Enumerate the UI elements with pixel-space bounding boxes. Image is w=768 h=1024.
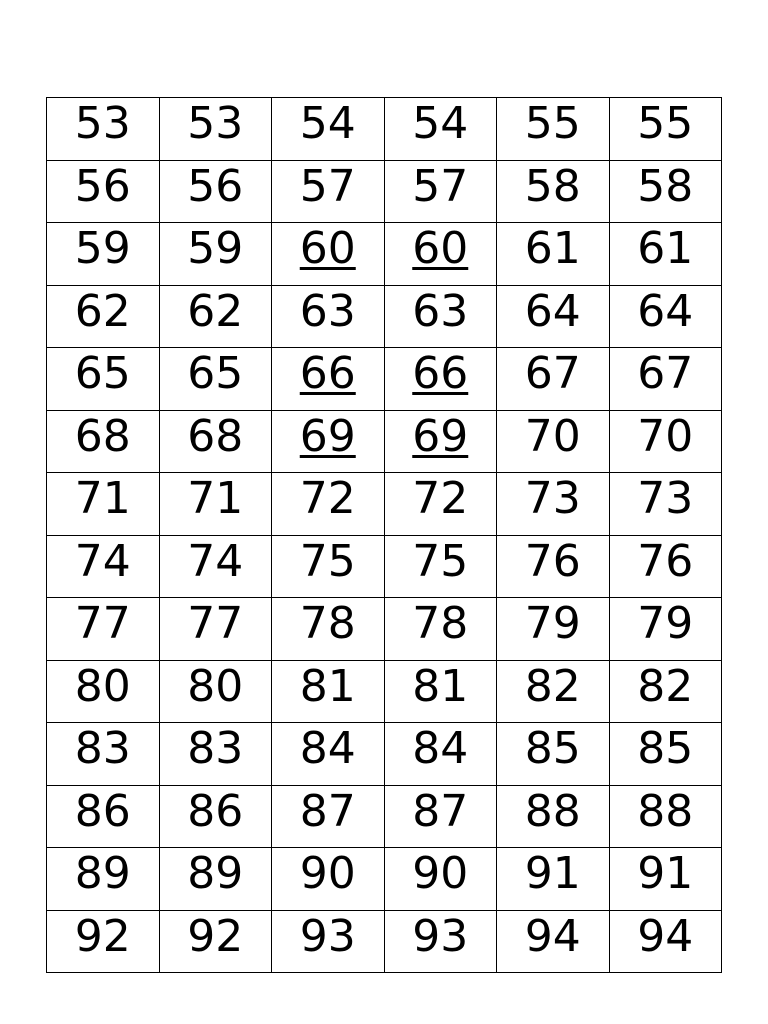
cell-number: 56 [74, 160, 131, 212]
cell-number: 80 [74, 660, 131, 712]
grid-cell [497, 410, 610, 473]
grid-cell [609, 660, 722, 723]
grid-cell [47, 660, 160, 723]
grid-cell [47, 598, 160, 661]
cell-number: 80 [187, 660, 244, 712]
grid-cell [272, 848, 385, 911]
grid-row [47, 785, 722, 848]
grid-cell [609, 348, 722, 411]
number-grid [46, 97, 722, 973]
cell-number: 58 [524, 160, 581, 212]
cell-number: 68 [74, 410, 131, 462]
cell-number: 70 [524, 410, 581, 462]
grid-row [47, 223, 722, 286]
grid-cell [609, 848, 722, 911]
grid-row [47, 723, 722, 786]
underlined-number: 66 [299, 348, 356, 399]
grid-row [47, 98, 722, 161]
grid-cell [497, 223, 610, 286]
grid-cell [272, 910, 385, 973]
cell-number: 78 [412, 598, 469, 649]
cell-number: 61 [524, 223, 581, 274]
grid-cell [159, 723, 272, 786]
cell-number: 70 [637, 410, 694, 462]
cell-number: 55 [524, 98, 581, 149]
grid-cell [47, 160, 160, 223]
grid-cell [47, 98, 160, 161]
cell-number: 54 [299, 98, 356, 149]
cell-number: 77 [187, 598, 244, 649]
grid-cell [384, 98, 497, 161]
grid-cell [384, 223, 497, 286]
underlined-number: 66 [412, 348, 469, 399]
grid-cell [272, 285, 385, 348]
cell-number: 68 [187, 410, 244, 462]
cell-number: 84 [412, 723, 469, 774]
grid-cell [609, 723, 722, 786]
grid-cell [159, 660, 272, 723]
cell-number: 87 [299, 785, 356, 837]
grid-cell [609, 535, 722, 598]
grid-cell [609, 98, 722, 161]
grid-cell [384, 348, 497, 411]
cell-number: 57 [299, 160, 356, 212]
grid-row [47, 410, 722, 473]
grid-cell [497, 660, 610, 723]
cell-number: 56 [187, 160, 244, 212]
cell-number: 91 [524, 848, 581, 899]
grid-row [47, 910, 722, 973]
cell-number: 79 [637, 598, 694, 649]
cell-number: 72 [412, 473, 469, 524]
grid-row [47, 473, 722, 536]
cell-number: 71 [74, 473, 131, 524]
grid-cell [47, 473, 160, 536]
cell-number: 84 [299, 723, 356, 774]
grid-cell [159, 285, 272, 348]
grid-cell [159, 535, 272, 598]
grid-cell [384, 660, 497, 723]
grid-cell [497, 910, 610, 973]
cell-number: 58 [637, 160, 694, 212]
grid-row [47, 535, 722, 598]
grid-cell [384, 910, 497, 973]
grid-cell [159, 598, 272, 661]
cell-number: 75 [412, 535, 469, 587]
grid-cell [497, 535, 610, 598]
cell-number: 81 [412, 660, 469, 712]
grid-cell [272, 598, 385, 661]
grid-cell [497, 348, 610, 411]
cell-number: 53 [74, 98, 131, 149]
grid-cell [384, 160, 497, 223]
grid-cell [384, 598, 497, 661]
grid-cell [609, 473, 722, 536]
cell-number: 93 [412, 910, 469, 962]
grid-cell [159, 473, 272, 536]
cell-number: 94 [524, 910, 581, 962]
cell-number: 74 [187, 535, 244, 587]
cell-number: 64 [524, 285, 581, 337]
cell-number: 89 [187, 848, 244, 899]
cell-number: 62 [74, 285, 131, 337]
grid-cell [159, 785, 272, 848]
grid-cell [159, 98, 272, 161]
grid-cell [272, 723, 385, 786]
underlined-number: 60 [412, 223, 469, 274]
cell-number: 90 [299, 848, 356, 899]
cell-number: 86 [187, 785, 244, 837]
cell-number: 57 [412, 160, 469, 212]
grid-cell [272, 160, 385, 223]
underlined-number: 60 [299, 223, 356, 274]
grid-cell [47, 535, 160, 598]
cell-number: 85 [637, 723, 694, 774]
grid-cell [159, 848, 272, 911]
grid-cell [497, 785, 610, 848]
grid-cell [497, 285, 610, 348]
cell-number: 87 [412, 785, 469, 837]
grid-cell [609, 785, 722, 848]
grid-cell [497, 598, 610, 661]
number-grid-body [47, 98, 722, 973]
cell-number: 92 [74, 910, 131, 962]
underlined-number: 69 [299, 410, 356, 462]
grid-cell [47, 910, 160, 973]
cell-number: 65 [187, 348, 244, 399]
cell-number: 53 [187, 98, 244, 149]
cell-number: 94 [637, 910, 694, 962]
grid-cell [497, 848, 610, 911]
grid-cell [272, 660, 385, 723]
cell-number: 73 [524, 473, 581, 524]
cell-number: 62 [187, 285, 244, 337]
grid-row [47, 348, 722, 411]
grid-cell [159, 223, 272, 286]
grid-cell [384, 410, 497, 473]
cell-number: 93 [299, 910, 356, 962]
grid-cell [497, 98, 610, 161]
cell-number: 86 [74, 785, 131, 837]
grid-cell [272, 348, 385, 411]
grid-cell [272, 98, 385, 161]
grid-cell [384, 473, 497, 536]
grid-cell [497, 160, 610, 223]
grid-row [47, 285, 722, 348]
grid-cell [47, 723, 160, 786]
cell-number: 67 [637, 348, 694, 399]
cell-number: 92 [187, 910, 244, 962]
grid-row [47, 848, 722, 911]
cell-number: 83 [74, 723, 131, 774]
cell-number: 75 [299, 535, 356, 587]
grid-cell [47, 848, 160, 911]
grid-cell [609, 160, 722, 223]
grid-cell [272, 410, 385, 473]
cell-number: 89 [74, 848, 131, 899]
grid-cell [272, 473, 385, 536]
cell-number: 81 [299, 660, 356, 712]
grid-cell [497, 723, 610, 786]
cell-number: 73 [637, 473, 694, 524]
grid-cell [159, 910, 272, 973]
grid-cell [159, 410, 272, 473]
cell-number: 65 [74, 348, 131, 399]
cell-number: 82 [524, 660, 581, 712]
grid-cell [159, 160, 272, 223]
grid-cell [384, 535, 497, 598]
cell-number: 59 [187, 223, 244, 274]
grid-cell [609, 223, 722, 286]
cell-number: 77 [74, 598, 131, 649]
grid-cell [159, 348, 272, 411]
cell-number: 61 [637, 223, 694, 274]
grid-cell [497, 473, 610, 536]
cell-number: 59 [74, 223, 131, 274]
cell-number: 54 [412, 98, 469, 149]
cell-number: 88 [637, 785, 694, 837]
cell-number: 55 [637, 98, 694, 149]
cell-number: 67 [524, 348, 581, 399]
cell-number: 88 [524, 785, 581, 837]
grid-row [47, 160, 722, 223]
grid-row [47, 660, 722, 723]
cell-number: 64 [637, 285, 694, 337]
grid-cell [609, 285, 722, 348]
grid-cell [47, 410, 160, 473]
cell-number: 90 [412, 848, 469, 899]
grid-cell [384, 285, 497, 348]
grid-cell [384, 723, 497, 786]
cell-number: 76 [524, 535, 581, 587]
grid-cell [609, 598, 722, 661]
grid-cell [384, 848, 497, 911]
cell-number: 76 [637, 535, 694, 587]
grid-row [47, 598, 722, 661]
grid-cell [384, 785, 497, 848]
cell-number: 63 [412, 285, 469, 337]
grid-cell [609, 910, 722, 973]
cell-number: 85 [524, 723, 581, 774]
cell-number: 79 [524, 598, 581, 649]
grid-cell [47, 223, 160, 286]
grid-cell [47, 785, 160, 848]
grid-cell [272, 535, 385, 598]
cell-number: 72 [299, 473, 356, 524]
cell-number: 63 [299, 285, 356, 337]
cell-number: 78 [299, 598, 356, 649]
cell-number: 71 [187, 473, 244, 524]
grid-cell [47, 285, 160, 348]
grid-cell [609, 410, 722, 473]
grid-cell [272, 223, 385, 286]
cell-number: 82 [637, 660, 694, 712]
cell-number: 83 [187, 723, 244, 774]
cell-number: 91 [637, 848, 694, 899]
cell-number: 74 [74, 535, 131, 587]
grid-cell [272, 785, 385, 848]
grid-cell [47, 348, 160, 411]
underlined-number: 69 [412, 410, 469, 462]
